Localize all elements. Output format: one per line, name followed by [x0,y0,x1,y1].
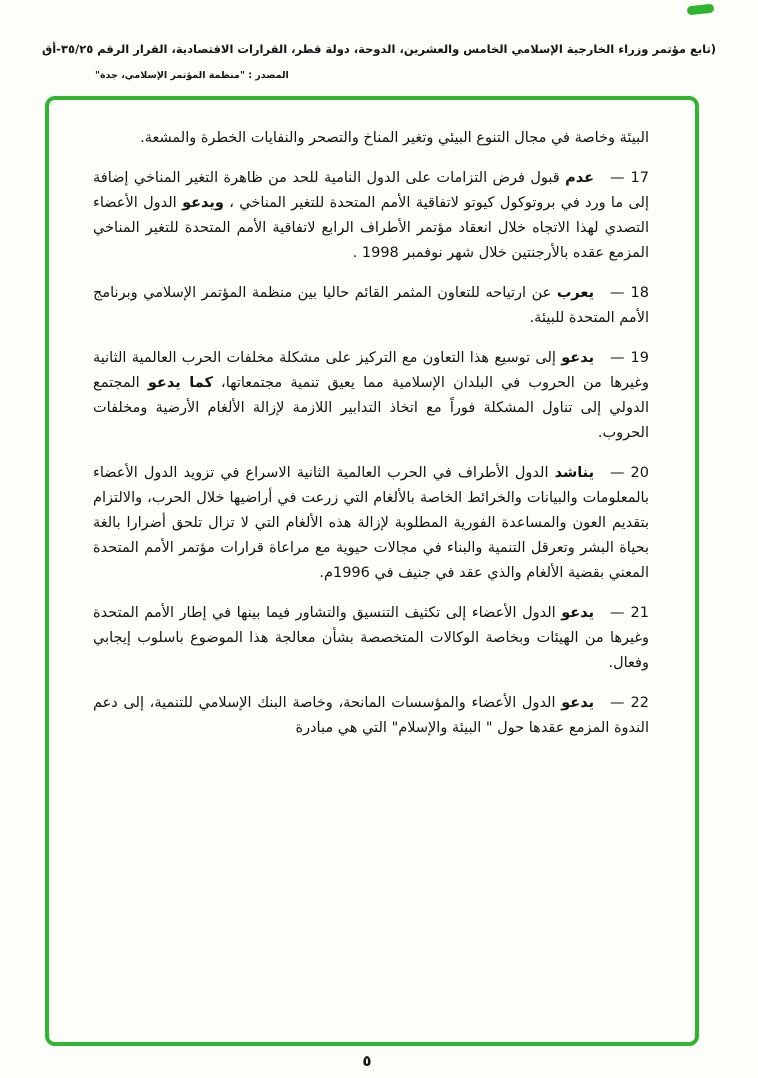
item-number-value: 18 [630,285,649,301]
item-number-value: 17 [630,170,649,186]
intro-paragraph: البيئة وخاصة في مجال التنوع البيئي وتغير المناخ والتصحر والنفايات الخطرة والمشعة. [140,130,649,146]
green-border-frame [45,96,699,1046]
item-number-value: 21 [630,605,649,621]
document-header: (تابع مؤتمر وزراء الخارجية الإسلامي الخامس والعشرين، الدوحة، دولة قطر، القرارات الاقتصادية، القرار الرقم ٣٥/٢٥-أق [41,42,717,56]
item-text: يناشد الدول الأطراف في الحرب العالمية الثانية الاسراع في تزويد الدول الأعضاء بالمعلومات والبيانات والخرائط الخاصة بالألغام التي زرعت في أراضيها خلال الحرب، والالتزام بتقديم العون والمساعدة الفورية المطلوبة لإزالة هذه الألغام التي لا تزال تلحق أضرارا بالغة بحياة البشر وتعرقل التنمية والبناء في مجالات حيوية مع مراعاة قرارات مؤتمر الأمم المتحدة المعني بقضية الألغام والذي عقد في جنيف في 1996م. [93,465,649,581]
item-number [610,461,649,486]
item-number-value: 22 [630,695,649,711]
item-number [610,601,649,626]
resolution-item-17 [93,166,649,266]
item-text: عدم قبول فرض التزامات على الدول النامية للحد من ظاهرة التغير المناخي إضافة إلى ما ورد في بروتوكول كيوتو لاتفاقية الأمم المتحدة للتغير المناخي ، ويدعو الدول الأعضاء التصدي لهذا الاتجاه خلال انعقاد مؤتمر الأطراف الرابع لاتفاقية الأمم المتحدة للتغير المناخي المزمع عقده بالأرجنتين خلال شهر نوفمبر 1998 . [93,170,649,261]
item-number-dash: — [610,605,625,621]
item-text: يدعو الدول الأعضاء إلى تكثيف التنسيق والتشاور فيما بينها في إطار الأمم المتحدة وغيرها من الهيئات وبخاصة الوكالات المتخصصة بشأن معالجة هذا الموضوع باسلوب إيجابي وفعال. [93,605,649,671]
item-number [610,281,649,306]
resolution-item-21 [93,601,649,676]
item-number [610,166,649,191]
item-text: يعرب عن ارتياحه للتعاون المثمر القائم حاليا بين منظمة المؤتمر الإسلامي وبرنامج الأمم المتحدة للبيئة. [93,285,649,326]
item-number-dash: — [610,350,625,366]
item-number [610,346,649,371]
page-number: ٥ [362,1052,372,1070]
item-text: يدعو الدول الأعضاء والمؤسسات المانحة، وخاصة البنك الإسلامي للتنمية، إلى دعم الندوة المزمع عقدها حول " البيئة والإسلام" التي هي مبادرة [93,695,649,736]
resolution-item-20 [93,461,649,586]
item-number-dash: — [610,285,625,301]
resolution-item-19 [93,346,649,446]
resolution-item-22 [93,691,649,741]
item-text: يدعو إلى توسيع هذا التعاون مع التركيز على مشكلة مخلفات الحرب العالمية الثانية وغيرها من الحروب في البلدان الإسلامية مما يعيق تنمية مجتمعاتها، كما يدعو المجتمع الدولي إلى تناول المشكلة فوراً مع اتخاذ التدابير اللازمة لإزالة الألغام الأرضية ومخلفات الحروب. [93,350,649,441]
item-number-dash: — [610,170,625,186]
item-number-value: 19 [630,350,649,366]
source-line: المصدر : "منظمة المؤتمر الإسلامي، جدة" [95,70,289,81]
resolution-item-18 [93,281,649,331]
item-number-dash: — [610,695,625,711]
item-number-dash: — [610,465,625,481]
green-tick-mark [687,4,715,16]
item-number-value: 20 [630,465,649,481]
item-number [610,691,649,716]
